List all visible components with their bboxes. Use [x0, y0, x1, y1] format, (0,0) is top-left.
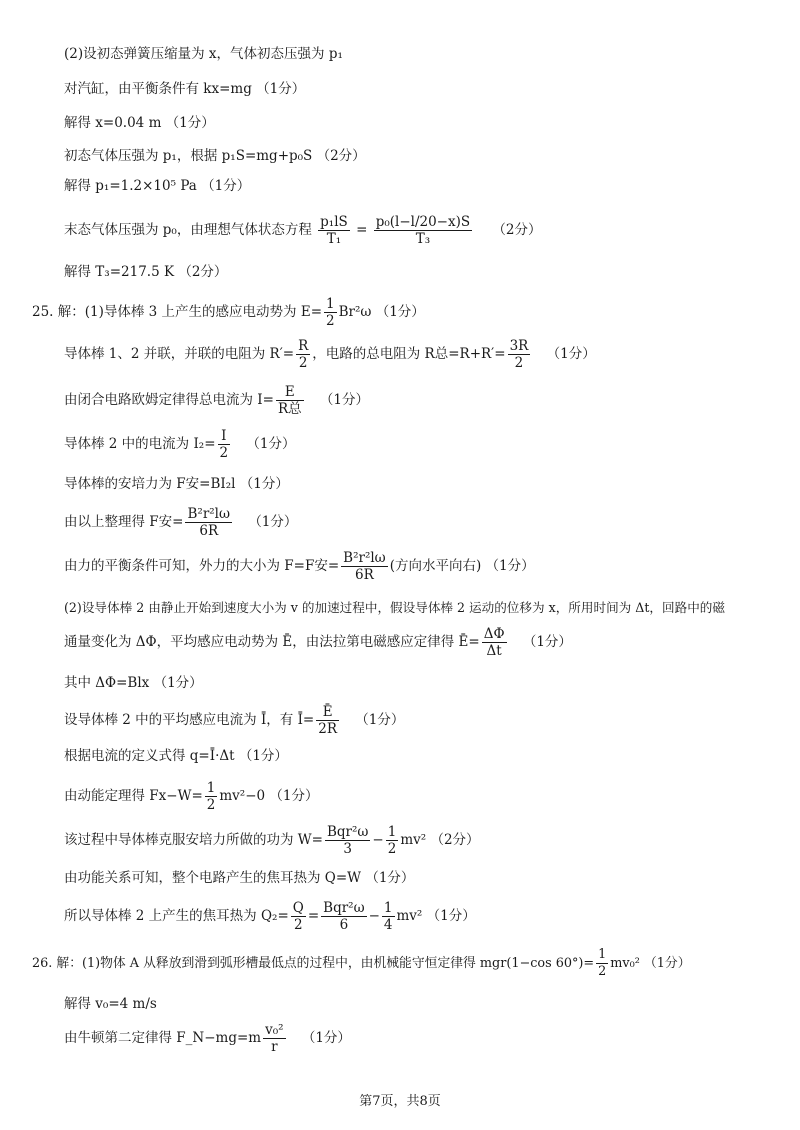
text-segment: Br²ω （1分）	[338, 304, 425, 320]
denominator: 2	[206, 797, 216, 813]
fraction	[185, 506, 232, 539]
numerator: 1	[206, 780, 216, 796]
text-segment: −	[368, 908, 380, 924]
numerator: v₀²	[265, 1022, 284, 1038]
fraction	[296, 338, 310, 371]
text-segment: 由牛顿第二定律得 F_N−mg=m	[64, 1030, 262, 1046]
fraction	[318, 214, 350, 247]
text-line-formula	[64, 212, 542, 248]
score-label: （1分）	[522, 634, 572, 650]
text-segment: 26. 解：(1)物体 A 从释放到滑到弧形槽最低点的过程中，由机械能守恒定律得 mgr(1−cos 60°)=	[32, 956, 595, 971]
text-segment: mv² （2分）	[400, 832, 480, 848]
text-line: 导体棒的安培力为 F安=BI₂l （1分）	[64, 476, 289, 492]
fraction	[291, 900, 306, 933]
denominator: 2	[298, 355, 308, 371]
score-label: （1分）	[546, 346, 596, 362]
text-line-formula	[32, 946, 691, 982]
denominator: 6R	[199, 523, 219, 539]
fraction	[482, 626, 507, 659]
fraction	[374, 214, 472, 247]
fraction	[325, 824, 370, 857]
denominator: 2	[326, 313, 335, 329]
text-line: 根据电流的定义式得 q=Ī·Δt （1分）	[64, 748, 288, 764]
text-line-formula	[64, 778, 319, 814]
fraction	[508, 338, 531, 371]
numerator: Ē	[316, 704, 339, 721]
score-label: （1分）	[246, 436, 296, 452]
fraction	[382, 900, 395, 933]
numerator: B²r²lω	[343, 550, 386, 566]
numerator: R	[298, 338, 309, 354]
fraction	[205, 780, 218, 813]
text-line-formula	[64, 1020, 351, 1056]
text-line: 解得 p₁=1.2×10⁵ Pa （1分）	[64, 178, 251, 194]
denominator: T₁	[326, 231, 342, 247]
text-line-formula	[64, 822, 480, 858]
text-segment: 由以上整理得 F安=	[64, 514, 184, 530]
score-label: （1分）	[301, 1030, 351, 1046]
denominator: 2	[387, 841, 397, 857]
text-line: 其中 ΔΦ=Blx （1分）	[64, 675, 203, 691]
text-segment: 导体棒 1、2 并联，并联的电阻为 R′=	[64, 346, 295, 362]
text-line: 解得 x=0.04 m （1分）	[64, 115, 215, 131]
text-segment: 25. 解：(1)导体棒 3 上产生的感应电动势为 E=	[32, 304, 323, 320]
denominator: 6R	[355, 567, 374, 583]
fraction	[341, 550, 388, 583]
fraction	[276, 384, 304, 417]
text-segment: −	[372, 832, 384, 848]
text-segment: ，电路的总电阻为 R总=R+R′=	[312, 346, 506, 362]
denominator: 2	[219, 445, 229, 461]
text-line-formula	[64, 624, 572, 660]
text-segment: 由力的平衡条件可知，外力的大小为 F=F安=	[64, 558, 340, 574]
numerator: 1	[383, 900, 393, 916]
text-line: 解得 T₃=217.5 K （2分）	[64, 264, 228, 280]
denominator: 3	[343, 841, 352, 857]
fraction	[218, 428, 231, 461]
numerator: Bqr²ω	[323, 900, 365, 916]
fraction	[316, 704, 339, 737]
text-segment: 通量变化为 ΔΦ，平均感应电动势为 Ē，由法拉第电磁感应定律得 Ē=	[64, 634, 480, 650]
text-line: 由功能关系可知，整个电路产生的焦耳热为 Q=W （1分）	[64, 870, 415, 886]
denominator: 2	[514, 355, 524, 371]
numerator: 3R	[509, 338, 529, 354]
fraction	[324, 296, 337, 329]
text-segment: 末态气体压强为 p₀，由理想气体状态方程	[64, 222, 312, 238]
text-segment: mv²−0 （1分）	[219, 788, 319, 804]
text-segment: (方向水平向右) （1分）	[389, 558, 535, 574]
fraction	[321, 900, 366, 933]
denominator: Δt	[486, 643, 502, 659]
score-label: （1分）	[319, 392, 369, 408]
numerator: p₁lS	[320, 214, 348, 230]
numerator: ΔΦ	[483, 626, 505, 642]
text-segment: 所以导体棒 2 上产生的焦耳热为 Q₂=	[64, 908, 289, 924]
text-line-formula	[64, 504, 297, 540]
text-line-formula	[64, 702, 404, 738]
text-segment: 设导体棒 2 中的平均感应电流为 Ī，有 Ī=	[64, 712, 315, 728]
text-line: 对汽缸，由平衡条件有 kx=mg （1分）	[64, 81, 306, 97]
denominator: T₃	[415, 231, 431, 247]
denominator: 6	[339, 917, 349, 933]
text-line-formula	[64, 548, 535, 584]
text-line-formula	[32, 294, 425, 330]
numerator: 1	[326, 296, 335, 312]
numerator: 1	[598, 947, 607, 962]
denominator: 2	[598, 964, 607, 979]
page-footer: 第7页，共8页	[359, 1094, 441, 1109]
fraction	[263, 1022, 285, 1055]
fraction	[386, 824, 399, 857]
numerator: p₀(l−l/20−x)S	[375, 214, 471, 230]
denominator: R总	[277, 401, 302, 417]
text-line-formula	[64, 382, 369, 418]
text-segment: 由闭合电路欧姆定律得总电流为 I=	[64, 392, 274, 408]
text-segment: 导体棒 2 中的电流为 I₂=	[64, 436, 216, 452]
score-label: （1分）	[248, 514, 298, 530]
numerator: Q	[292, 900, 304, 916]
score-label: （1分）	[355, 712, 405, 728]
text-line-formula	[64, 336, 596, 372]
text-segment: 该过程中导体棒克服安培力所做的功为 W=	[64, 832, 323, 848]
text-segment: 由动能定理得 Fx−W=	[64, 788, 203, 804]
numerator: Bqr²ω	[326, 824, 369, 840]
score-label: （2分）	[492, 222, 542, 238]
numerator: E	[276, 384, 304, 401]
text-segment: =	[307, 908, 320, 924]
numerator: I	[218, 428, 231, 445]
text-line: (2)设初态弹簧压缩量为 x，气体初态压强为 p₁	[64, 46, 343, 62]
fraction	[596, 947, 608, 980]
text-line-formula	[64, 898, 476, 934]
denominator: 2R	[318, 721, 337, 737]
text-line: 解得 v₀=4 m/s	[64, 996, 157, 1012]
numerator: 1	[387, 824, 397, 840]
text-segment: =	[356, 222, 368, 238]
denominator: 4	[383, 917, 393, 933]
text-line: 初态气体压强为 p₁，根据 p₁S=mg+p₀S （2分）	[64, 148, 366, 164]
text-line: (2)设导体棒 2 由静止开始到速度大小为 v 的加速过程中，假设导体棒 2 运动的位移为 x，所用时间为 Δt，回路中的磁	[64, 600, 725, 615]
denominator: r	[271, 1039, 278, 1055]
text-segment: mv² （1分）	[396, 908, 476, 924]
text-line-formula	[64, 426, 296, 462]
numerator: B²r²lω	[187, 506, 231, 522]
text-segment: mv₀² （1分）	[610, 956, 691, 971]
denominator: 2	[294, 917, 303, 933]
